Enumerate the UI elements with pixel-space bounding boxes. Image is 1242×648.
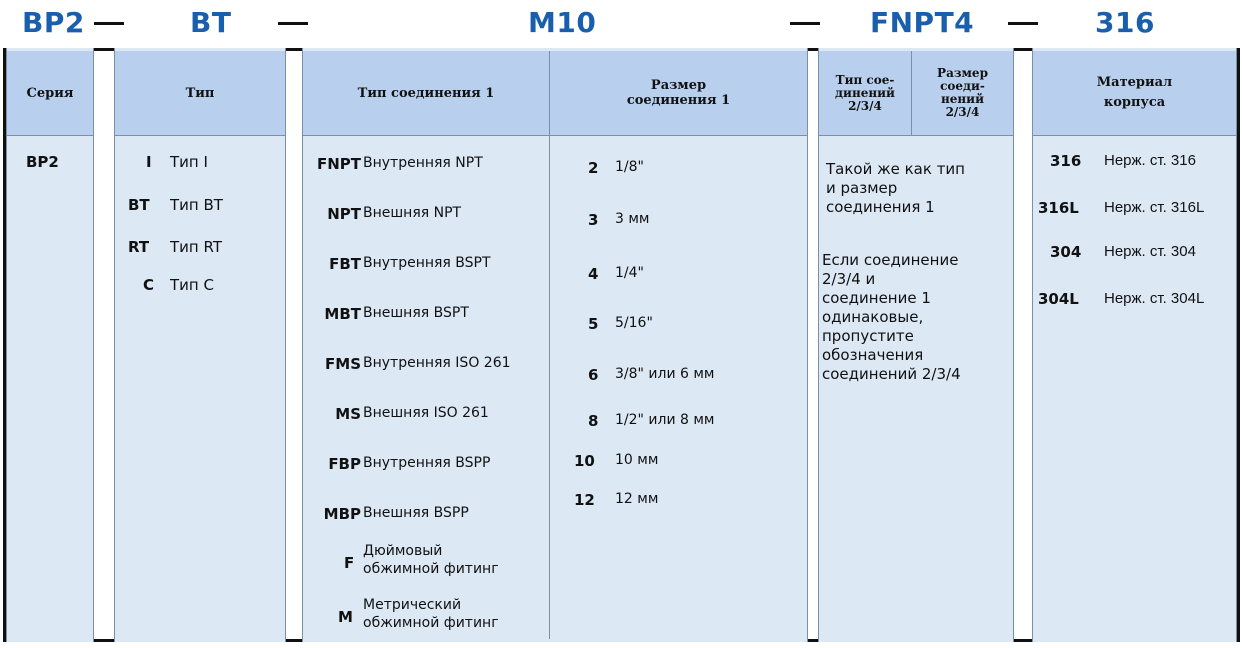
column-divider — [549, 51, 550, 639]
header-type: Тип — [115, 51, 285, 136]
column-divider — [911, 51, 912, 136]
code-series: BP2 — [22, 6, 85, 39]
column-material — [1032, 48, 1237, 642]
connection-type-row: F Дюймовый обжимной фитинг — [344, 543, 499, 577]
header-material: Материал корпуса — [1033, 51, 1236, 136]
header-connection-type-234: Тип сое- динений 2/3/4 — [819, 51, 911, 136]
code-type: BT — [190, 6, 232, 39]
code-material: 316 — [1095, 6, 1155, 39]
header-connection-size-1: Размер соединения 1 — [550, 51, 807, 136]
connection-type-row: M Метрический обжимной фитинг — [338, 597, 499, 631]
code-dash — [790, 22, 820, 25]
code-conn234: FNPT4 — [870, 6, 975, 39]
series-code: BP2 — [26, 153, 59, 171]
code-dash — [278, 22, 308, 25]
same-as-connection-1-note: Такой же как тип и размер соединения 1 — [826, 160, 965, 216]
code-conn1: M10 — [528, 6, 597, 39]
code-dash — [94, 22, 124, 25]
header-connection-size-234: Размер соеди- нений 2/3/4 — [912, 51, 1013, 136]
code-dash — [1008, 22, 1038, 25]
header-connection-type-1: Тип соединения 1 — [303, 51, 549, 136]
header-series: Серия — [7, 51, 93, 136]
column-series — [6, 48, 94, 642]
omit-designation-note: Если соединение 2/3/4 и соединение 1 одинаковые, пропустите обозначения соединений 2/3/4 — [822, 251, 961, 383]
column-type — [114, 48, 286, 642]
